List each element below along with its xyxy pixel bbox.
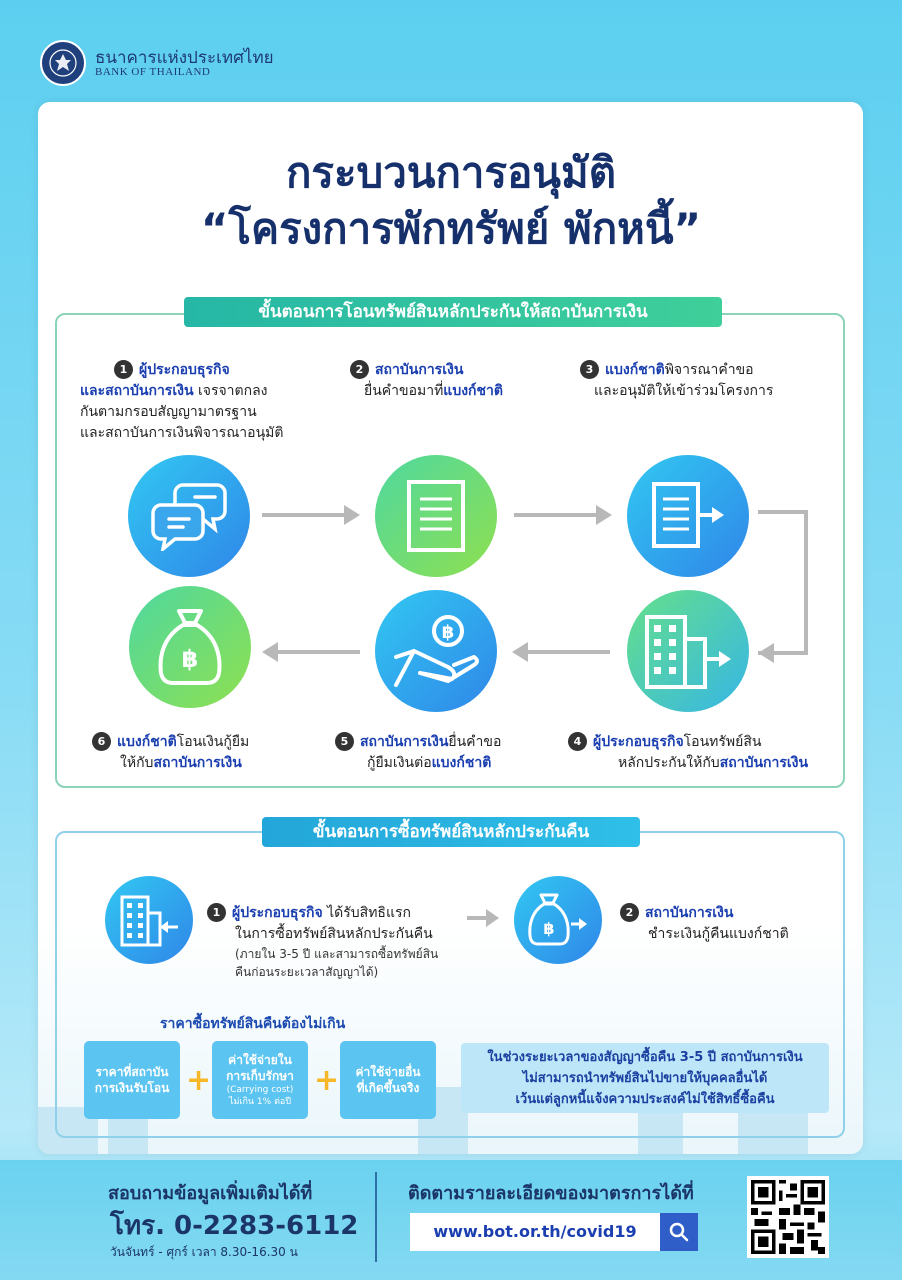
arrow-head-icon: [262, 642, 278, 662]
page-title-line2: “โครงการพักทรัพย์ พักหนี้”: [200, 204, 702, 253]
flow-connector-3-4: [758, 510, 808, 655]
buyback-step1-line4: คืนก่อนระยะเวลาสัญญาได้): [235, 965, 379, 979]
price-box-line: ราคาที่สถาบัน: [95, 1065, 169, 1079]
price-box-note: (Carrying cost): [226, 1085, 294, 1095]
buyback-step1-line3: (ภายใน 3-5 ปี และสามารถซื้อทรัพย์สิน: [235, 947, 439, 961]
step2-line2: ยื่นคำขอมาที่: [364, 383, 444, 399]
search-button[interactable]: [660, 1213, 698, 1251]
website-url-link[interactable]: www.bot.or.th/covid19: [410, 1213, 660, 1251]
document-icon: [406, 479, 466, 553]
flow-arrow-5-6: [276, 650, 360, 654]
buyback-step2-circle: [514, 876, 602, 964]
arrow-head-icon: [596, 505, 612, 525]
buyback-step1-circle: [105, 876, 193, 964]
step5-circle: [375, 590, 497, 712]
step1-text: [80, 360, 283, 444]
step6-text: [92, 732, 249, 774]
step1-actor2: และสถาบันการเงิน: [80, 383, 194, 399]
step-number-2: 2: [350, 360, 369, 379]
money-bag-icon: [157, 607, 223, 687]
flow-arrow-2-3: [514, 513, 598, 517]
baht-symbol: ฿: [441, 622, 455, 643]
plus-sign: +: [314, 1063, 340, 1098]
step2-circle: [375, 455, 497, 577]
note-line1: ในช่วงระยะเวลาของสัญญาซื้อคืน 3-5 ปี สถาบันการเงิน: [487, 1050, 803, 1065]
step4-line2: หลักประกันให้กับ: [618, 755, 720, 771]
step-number-5: 5: [335, 732, 354, 751]
arrow-head-icon: [344, 505, 360, 525]
arrow-head-icon: [486, 909, 499, 927]
step-number-6: 6: [92, 732, 111, 751]
price-box-note: ไม่เกิน 1% ต่อปี: [228, 1097, 292, 1107]
buyback-step1-text: [207, 903, 438, 981]
step1-actor: ผู้ประกอบธุรกิจ: [139, 362, 230, 378]
buyback-step2-line2: ชำระเงินกู้คืนแบงก์ชาติ: [648, 926, 789, 942]
buyback-step1-line2: ในการซื้อทรัพย์สินหลักประกันคืน: [235, 926, 433, 942]
flow-arrow-4-5: [526, 650, 610, 654]
step1-line2: เจรจาตกลง: [193, 383, 268, 399]
step6-circle: [129, 586, 251, 708]
step-number-3: 3: [580, 360, 599, 379]
buyback-step-number-1: 1: [207, 903, 226, 922]
contact-title: สอบถามข้อมูลเพิ่มเติมได้ที่: [108, 1183, 313, 1204]
contact-hours: วันจันทร์ - ศุกร์ เวลา 8.30-16.30 น: [110, 1245, 298, 1259]
step4-actor: ผู้ประกอบธุรกิจ: [593, 734, 684, 750]
step2-actor: สถาบันการเงิน: [375, 362, 464, 378]
buyback-step2-actor: สถาบันการเงิน: [645, 905, 734, 921]
building-receive-icon: [118, 893, 180, 947]
price-box-line: ที่เกิดขึ้นจริง: [356, 1081, 420, 1095]
step4-line1: โอนทรัพย์สิน: [683, 734, 762, 750]
price-cap-title: ราคาซื้อทรัพย์สินคืนต้องไม่เกิน: [160, 1016, 346, 1032]
price-box-carrying-cost: [212, 1041, 308, 1119]
price-box-line: ค่าใช้จ่ายอื่น: [355, 1065, 421, 1079]
step-number-4: 4: [568, 732, 587, 751]
arrow-head-icon: [758, 643, 774, 663]
price-box-line: การเงินรับโอน: [94, 1081, 170, 1095]
step5-actor: สถาบันการเงิน: [360, 734, 449, 750]
step6-line1: โอนเงินกู้ยืม: [176, 734, 250, 750]
step1-line3: กันตามกรอบสัญญามาตรฐาน: [80, 404, 257, 420]
price-box-transfer-price: [84, 1041, 180, 1119]
buyback-step1-line1: ได้รับสิทธิแรก: [322, 905, 411, 921]
footer-divider: [375, 1172, 377, 1262]
step3-line1: พิจารณาคำขอ: [664, 362, 754, 378]
buyback-restriction-note: [461, 1043, 829, 1113]
step6-line2: ให้กับ: [120, 755, 154, 771]
buyback-step2-text: [620, 903, 789, 945]
price-box-line: การเก็บรักษา: [226, 1069, 294, 1083]
step3-line2: และอนุมัติให้เข้าร่วมโครงการ: [594, 383, 774, 399]
step1-circle: [128, 455, 250, 577]
step3-circle: [627, 455, 749, 577]
contact-phone[interactable]: โทร. 0-2283-6112: [110, 1211, 359, 1241]
search-icon: [669, 1222, 689, 1242]
step3-text: [580, 360, 773, 402]
step5-line1: ยื่นคำขอ: [448, 734, 502, 750]
qr-code[interactable]: [747, 1176, 829, 1258]
step-number-1: 1: [114, 360, 133, 379]
page-title-line1: กระบวนการอนุมัติ: [286, 148, 616, 197]
hand-coin-icon: [390, 611, 482, 691]
garuda-emblem-icon: [48, 48, 78, 78]
qr-code-icon: [751, 1180, 825, 1254]
step5-text: [335, 732, 501, 774]
building-transfer-icon: [643, 611, 733, 691]
buyback-step1-actor: ผู้ประกอบธุรกิจ: [232, 905, 323, 921]
step2-text: [350, 360, 503, 402]
step6-target: สถาบันการเงิน: [153, 755, 242, 771]
step5-target: แบงก์ชาติ: [431, 755, 492, 771]
chat-bubbles-icon: [149, 481, 229, 551]
section-buyback-banner: ขั้นตอนการซื้อทรัพย์สินหลักประกันคืน: [262, 817, 640, 847]
step4-circle: [627, 590, 749, 712]
step1-line4: และสถาบันการเงินพิจารณาอนุมัติ: [80, 425, 284, 441]
follow-title: ติดตามรายละเอียดของมาตรการได้ที่: [408, 1183, 694, 1204]
baht-symbol: ฿: [543, 919, 555, 938]
step4-text: [568, 732, 808, 774]
step2-target: แบงก์ชาติ: [443, 383, 503, 399]
step5-line2: กู้ยืมเงินต่อ: [367, 755, 432, 771]
money-bag-send-icon: [527, 892, 589, 948]
bank-name-english: BANK OF THAILAND: [95, 66, 211, 78]
baht-symbol: ฿: [181, 645, 199, 673]
price-box-line: ค่าใช้จ่ายใน: [228, 1053, 292, 1067]
step4-target: สถาบันการเงิน: [719, 755, 809, 771]
step6-actor: แบงก์ชาติ: [117, 734, 177, 750]
document-send-icon: [648, 481, 728, 551]
note-line2: ไม่สามารถนำทรัพย์สินไปขายให้บุคคลอื่นได้: [522, 1071, 768, 1086]
step3-actor: แบงก์ชาติ: [605, 362, 665, 378]
note-line3: เว้นแต่ลูกหนี้แจ้งความประสงค์ไม่ใช้สิทธิ์ซื้อคืน: [515, 1092, 775, 1107]
bank-name-thai: ธนาคารแห่งประเทศไทย: [95, 48, 274, 68]
flow-arrow-1-2: [262, 513, 346, 517]
price-box-other-expenses: [340, 1041, 436, 1119]
bank-logo: [40, 40, 86, 86]
buyback-step-number-2: 2: [620, 903, 639, 922]
section-transfer-banner: ขั้นตอนการโอนทรัพย์สินหลักประกันให้สถาบันการเงิน: [184, 297, 722, 327]
arrow-head-icon: [512, 642, 528, 662]
plus-sign: +: [186, 1063, 212, 1098]
